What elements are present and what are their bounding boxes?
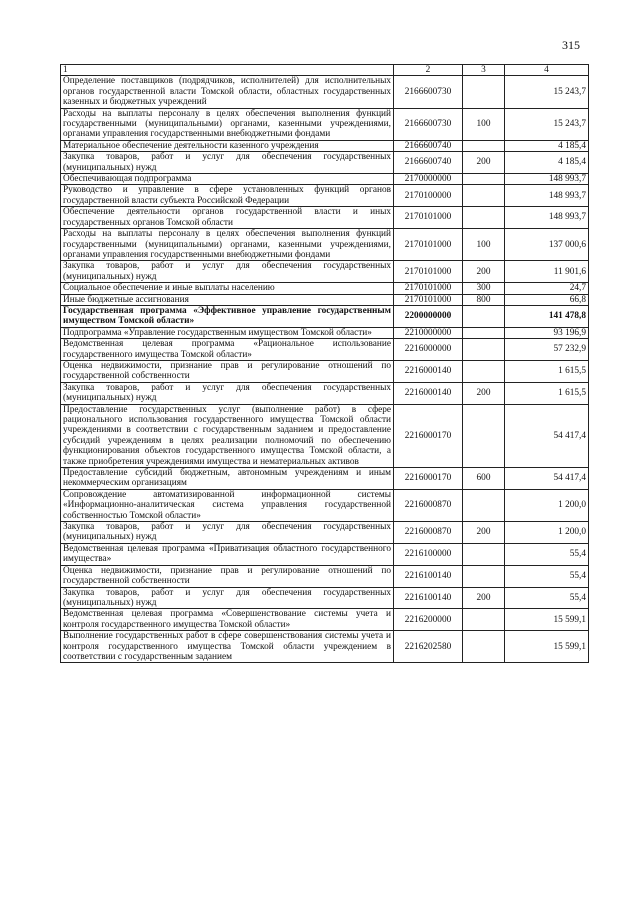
table-row: [61, 587, 589, 609]
table-row: [61, 229, 589, 261]
row-amount: 15 599,1: [505, 609, 589, 631]
row-name: Обеспечивающая подпрограмма: [61, 174, 394, 185]
row-name: Материальное обеспечение деятельности казенного учреждения: [61, 140, 394, 151]
row-amount: 1 615,5: [505, 382, 589, 404]
row-amount: 55,4: [505, 587, 589, 609]
row-code: 2216200000: [394, 609, 463, 631]
table-row: [61, 468, 589, 490]
row-code: 2166600740: [394, 152, 463, 174]
row-type: [463, 609, 505, 631]
row-code: 2216000000: [394, 339, 463, 361]
table-row: [61, 404, 589, 467]
table-row: [61, 609, 589, 631]
budget-table: [60, 64, 589, 663]
row-name: Обеспечение деятельности органов государственной власти и иных государственных органов Томской области: [61, 207, 394, 229]
table-body: [61, 65, 589, 663]
table-row: [61, 339, 589, 361]
column-header-4: 4: [505, 65, 589, 76]
row-type: 300: [463, 283, 505, 294]
row-type: [463, 174, 505, 185]
row-code: 2170000000: [394, 174, 463, 185]
row-amount: 57 232,9: [505, 339, 589, 361]
row-amount: 4 185,4: [505, 152, 589, 174]
row-type: [463, 404, 505, 467]
row-type: 100: [463, 108, 505, 140]
row-name: Предоставление государственных услуг (выполнение работ) в сфере рационального использования государственного имущества Томской области учреждениями в соответствии с государственным заданием и предоставление субсидий учреждениям в целях реализации полномочий по обеспечению функционирования объектов государственного имущества Томской области, а также приобретения учреждениями имущества и нематериальных активов: [61, 404, 394, 467]
row-code: 2200000000: [394, 305, 463, 327]
row-amount: 148 993,7: [505, 174, 589, 185]
row-code: 2216000140: [394, 360, 463, 382]
table-row: [61, 305, 589, 327]
row-type: [463, 489, 505, 521]
row-amount: 24,7: [505, 283, 589, 294]
row-type: 200: [463, 382, 505, 404]
column-header-2: 2: [394, 65, 463, 76]
row-code: 2170100000: [394, 185, 463, 207]
table-row: [61, 360, 589, 382]
row-code: 2216100140: [394, 565, 463, 587]
row-code: 2170101000: [394, 261, 463, 283]
row-code: 2216202580: [394, 631, 463, 663]
row-code: 2216000140: [394, 382, 463, 404]
row-code: 2166600730: [394, 76, 463, 108]
row-type: [463, 185, 505, 207]
row-name: Определение поставщиков (подрядчиков, исполнителей) для исполнительных органов государственной власти Томской области, областных государственных казенных и бюджетных учреждений: [61, 76, 394, 108]
table-row: [61, 565, 589, 587]
table-row: [61, 327, 589, 338]
row-name: Оценка недвижимости, признание прав и регулирование отношений по государственной собственности: [61, 360, 394, 382]
row-name: Выполнение государственных работ в сфере совершенствования системы учета и контроля государственного имущества Томской области учреждением в соответствии с государственным заданием: [61, 631, 394, 663]
row-amount: 137 000,6: [505, 229, 589, 261]
row-type: [463, 207, 505, 229]
row-code: 2170101000: [394, 207, 463, 229]
row-name: Закупка товаров, работ и услуг для обеспечения государственных (муниципальных) нужд: [61, 152, 394, 174]
row-type: 200: [463, 152, 505, 174]
row-amount: 55,4: [505, 543, 589, 565]
row-code: 2216000170: [394, 404, 463, 467]
row-type: 200: [463, 587, 505, 609]
row-type: 100: [463, 229, 505, 261]
row-name: Закупка товаров, работ и услуг для обеспечения государственных (муниципальных) нужд: [61, 587, 394, 609]
row-name: Государственная программа «Эффективное управление государственным имуществом Томской области»: [61, 305, 394, 327]
row-name: Предоставление субсидий бюджетным, автономным учреждениям и иным некоммерческим организациям: [61, 468, 394, 490]
row-name: Ведомственная целевая программа «Совершенствование системы учета и контроля государственного имущества Томской области»: [61, 609, 394, 631]
row-type: 800: [463, 294, 505, 305]
table-row: [61, 76, 589, 108]
row-name: Расходы на выплаты персоналу в целях обеспечения выполнения функций государственными (муниципальными) органами, казенными учреждениями, органами управления государственными внебюджетными фондами: [61, 229, 394, 261]
page-number: 315: [562, 38, 580, 52]
column-header-3: 3: [463, 65, 505, 76]
row-type: 200: [463, 522, 505, 544]
table-row: [61, 152, 589, 174]
row-amount: 54 417,4: [505, 468, 589, 490]
table-row: [61, 108, 589, 140]
row-code: 2210000000: [394, 327, 463, 338]
row-amount: 15 599,1: [505, 631, 589, 663]
row-name: Социальное обеспечение и иные выплаты населению: [61, 283, 394, 294]
row-name: Закупка товаров, работ и услуг для обеспечения государственных (муниципальных) нужд: [61, 522, 394, 544]
row-code: 2216000870: [394, 489, 463, 521]
table-row: [61, 140, 589, 151]
table-row: [61, 294, 589, 305]
row-code: 2170101000: [394, 294, 463, 305]
table-row: [61, 185, 589, 207]
row-type: 600: [463, 468, 505, 490]
row-code: 2166600740: [394, 140, 463, 151]
row-type: [463, 631, 505, 663]
row-code: 2216000170: [394, 468, 463, 490]
row-amount: 15 243,7: [505, 108, 589, 140]
row-amount: 1 615,5: [505, 360, 589, 382]
row-amount: 93 196,9: [505, 327, 589, 338]
row-code: 2216100000: [394, 543, 463, 565]
row-code: 2170101000: [394, 283, 463, 294]
table-row: [61, 543, 589, 565]
table-row: [61, 261, 589, 283]
table-row: [61, 207, 589, 229]
row-type: [463, 305, 505, 327]
row-name: Иные бюджетные ассигнования: [61, 294, 394, 305]
table-row: [61, 283, 589, 294]
row-name: Ведомственная целевая программа «Рациональное использование государственного имущества Томской области»: [61, 339, 394, 361]
row-type: [463, 565, 505, 587]
row-amount: 55,4: [505, 565, 589, 587]
row-amount: 148 993,7: [505, 207, 589, 229]
row-amount: 148 993,7: [505, 185, 589, 207]
row-type: [463, 543, 505, 565]
row-amount: 1 200,0: [505, 522, 589, 544]
row-name: Сопровождение автоматизированной информационной системы «Информационно-аналитическая система управления государственной собственностью Томской области»: [61, 489, 394, 521]
row-name: Оценка недвижимости, признание прав и регулирование отношений по государственной собственности: [61, 565, 394, 587]
row-amount: 4 185,4: [505, 140, 589, 151]
row-name: Закупка товаров, работ и услуг для обеспечения государственных (муниципальных) нужд: [61, 382, 394, 404]
row-amount: 66,8: [505, 294, 589, 305]
header-row: [61, 65, 589, 76]
row-amount: 141 478,8: [505, 305, 589, 327]
table-row: [61, 522, 589, 544]
row-name: Расходы на выплаты персоналу в целях обеспечения выполнения функций государственными (муниципальными) органами, казенными учреждениями, органами управления государственными внебюджетными фондами: [61, 108, 394, 140]
table-row: [61, 382, 589, 404]
row-name: Закупка товаров, работ и услуг для обеспечения государственных (муниципальных) нужд: [61, 261, 394, 283]
row-amount: 11 901,6: [505, 261, 589, 283]
row-name: Подпрограмма «Управление государственным имуществом Томской области»: [61, 327, 394, 338]
row-type: 200: [463, 261, 505, 283]
row-name: Ведомственная целевая программа «Приватизация областного государственного имущества»: [61, 543, 394, 565]
row-name: Руководство и управление в сфере установленных функций органов государственной власти субъекта Российской Федерации: [61, 185, 394, 207]
table-row: [61, 489, 589, 521]
row-code: 2216000870: [394, 522, 463, 544]
row-type: [463, 339, 505, 361]
row-type: [463, 76, 505, 108]
row-amount: 15 243,7: [505, 76, 589, 108]
column-header-1: 1: [61, 65, 394, 76]
row-type: [463, 327, 505, 338]
row-code: 2166600730: [394, 108, 463, 140]
row-amount: 54 417,4: [505, 404, 589, 467]
row-type: [463, 360, 505, 382]
table-row: [61, 174, 589, 185]
row-amount: 1 200,0: [505, 489, 589, 521]
row-code: 2216100140: [394, 587, 463, 609]
table-row: [61, 631, 589, 663]
row-code: 2170101000: [394, 229, 463, 261]
row-type: [463, 140, 505, 151]
